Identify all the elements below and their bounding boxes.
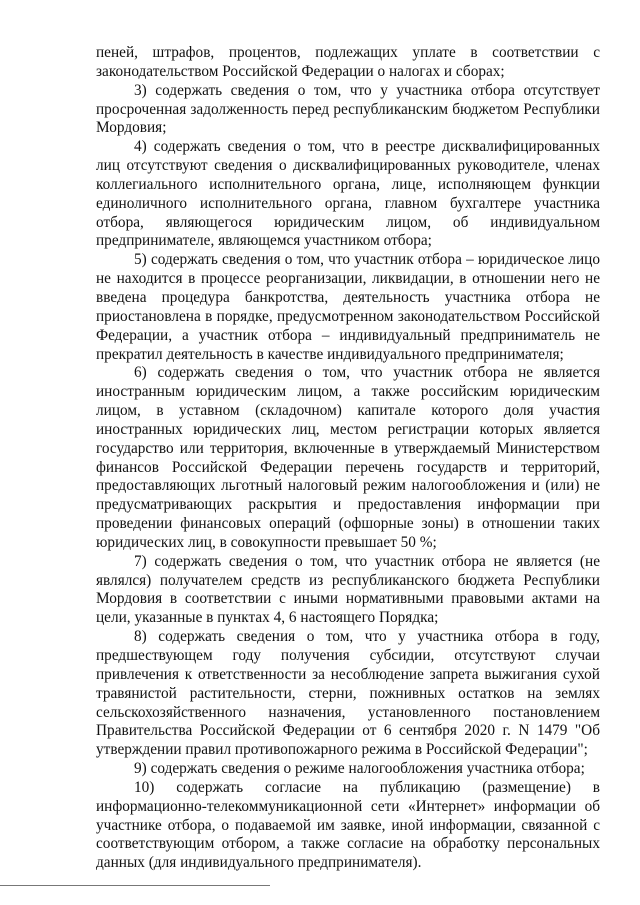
- paragraph-item-4: 4) содержать сведения о том, что в реестре дисквалифицированных лиц отсутствуют сведения о дисквалифицированных руководителе, членах коллегиального исполнительного органа, лице, исполняющем функции единоличного исполнительного органа, главном бухгалтере участника отбора, являющегося юридическим лицом, об индивидуальном предпринимателе, являющемся участником отбора;: [96, 138, 600, 250]
- paragraph-item-10: 10) содержать согласие на публикацию (размещение) в информационно-телекоммуникационной сети «Интернет» информации об участнике отбора, о подаваемой им заявке, иной информации, связанной с соответствующим отбором, а также согласие на обработку персональных данных (для индивидуального предпринимателя).: [96, 778, 600, 872]
- paragraph-item-7: 7) содержать сведения о том, что участник отбора не является (не являлся) получателем средств из республиканского бюджета Республики Мордовия в соответствии с иными нормативными правовыми актами на цели, указанные в пунктах 4, 6 настоящего Порядка;: [96, 552, 600, 627]
- paragraph-item-3: 3) содержать сведения о том, что у участника отбора отсутствует просроченная задолженность перед республиканским бюджетом Республики Мордовия;: [96, 81, 600, 137]
- paragraph-item-6: 6) содержать сведения о том, что участник отбора не является иностранным юридическим лицом, а также российским юридическим лицом, в уставном (складочном) капитале которого доля участия иностранных юридических лиц, местом регистрации которых является государство или территория, включенные в утверждаемый Министерством финансов Российской Федерации перечень государств и территорий, предоставляющих льготный налоговый режим налогообложения и (или) не предусматривающих раскрытия и предоставления информации при проведении финансовых операций (офшорные зоны) в отношении таких юридических лиц, в совокупности превышает 50 %;: [96, 364, 600, 551]
- paragraph-item-9: 9) содержать сведения о режиме налогообложения участника отбора;: [134, 760, 585, 778]
- paragraph-item-5: 5) содержать сведения о том, что участник отбора – юридическое лицо не находится в процессе реорганизации, ликвидации, в отношении него не введена процедура банкротства, деятельность участника отбора не приостановлена в порядке, предусмотренном законодательством Российской Федерации, а участник отбора – индивидуальный предприниматель не прекратил деятельность в качестве индивидуального предпринимателя;: [96, 251, 600, 363]
- footnote-divider: [0, 885, 270, 886]
- paragraph-continuation: пеней, штрафов, процентов, подлежащих уплате в соответствии с законодательством Российской Федерации о налогах и сборах;: [96, 44, 600, 80]
- paragraph-item-8: 8) содержать сведения о том, что у участника отбора в году, предшествующем году получения субсидии, отсутствуют случаи привлечения к ответственности за несоблюдение запрета выжигания сухой травянистой растительности, стерни, пожнивных остатков на землях сельскохозяйственного назначения, установленного постановлением Правительства Российской Федерации от 6 сентября 2020 г. N 1479 "Об утверждении правил противопожарного режима в Российской Федерации";: [96, 628, 600, 759]
- document-body: [96, 44, 600, 873]
